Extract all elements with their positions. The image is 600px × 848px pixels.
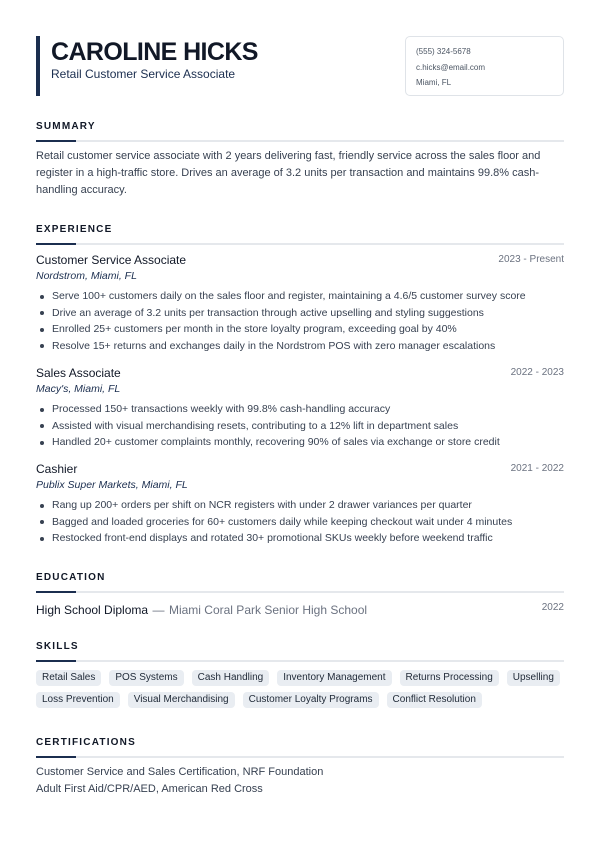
skill-tag: Retail Sales	[36, 670, 101, 686]
job-company: Publix Super Markets, Miami, FL	[36, 479, 188, 491]
job-bullet: Resolve 15+ returns and exchanges daily in the Nordstrom POS with zero manager escalations	[36, 338, 564, 355]
section-label: CERTIFICATIONS	[36, 737, 136, 748]
contact-box	[405, 36, 564, 96]
candidate-name: CAROLINE HICKS	[51, 38, 258, 66]
skill-tag: Visual Merchandising	[128, 692, 235, 708]
section-rule	[36, 756, 564, 758]
skill-tag: Conflict Resolution	[387, 692, 482, 708]
job-title: Cashier	[36, 462, 78, 476]
job-company: Macy's, Miami, FL	[36, 383, 121, 395]
education-separator: —	[152, 603, 165, 617]
job-dates: 2023 - Present	[498, 254, 564, 265]
summary-heading	[36, 121, 564, 132]
job-bullet: Handled 20+ customer complaints monthly, recovering 90% of sales via exchange or store credit	[36, 434, 564, 451]
contact-email: c.hicks@email.com	[416, 62, 486, 72]
job-bullet: Rang up 200+ orders per shift on NCR registers with under 2 drawer variances per quarter	[36, 497, 564, 514]
candidate-title: Retail Customer Service Associate	[51, 67, 236, 81]
section-rule-accent	[36, 591, 76, 593]
section-rule-accent	[36, 660, 76, 662]
skills-list	[36, 670, 564, 708]
skill-tag: Cash Handling	[192, 670, 270, 686]
section-rule	[36, 591, 564, 593]
section-rule	[36, 140, 564, 142]
job-dates: 2021 - 2022	[510, 463, 564, 474]
section-label: EXPERIENCE	[36, 224, 113, 235]
certifications-heading	[36, 737, 564, 748]
job-title: Sales Associate	[36, 366, 121, 380]
certification-item: Adult First Aid/CPR/AED, American Red Cross	[36, 783, 263, 795]
education-entry	[36, 601, 564, 617]
section-rule-accent	[36, 243, 76, 245]
section-rule-accent	[36, 140, 76, 142]
job-bullet: Serve 100+ customers daily on the sales floor and register, maintaining a 4.6/5 customer survey score	[36, 288, 564, 305]
job-bullet: Enrolled 25+ customers per month in the store loyalty program, exceeding goal by 40%	[36, 321, 564, 338]
job-bullet: Restocked front-end displays and rotated 30+ promotional SKUs weekly before weekend traffic	[36, 530, 564, 547]
skills-heading	[36, 641, 564, 652]
skill-tag: Customer Loyalty Programs	[243, 692, 379, 708]
education-heading	[36, 572, 564, 583]
job-company: Nordstrom, Miami, FL	[36, 270, 137, 282]
job-bullet: Assisted with visual merchandising resets, contributing to a 12% lift in department sales	[36, 418, 564, 435]
section-label: SUMMARY	[36, 121, 96, 132]
section-label: SKILLS	[36, 641, 79, 652]
job-dates: 2022 - 2023	[510, 367, 564, 378]
job-bullets	[36, 288, 564, 354]
job-bullet: Bagged and loaded groceries for 60+ customers daily while keeping checkout wait under 4 minutes	[36, 514, 564, 531]
skill-tag: Returns Processing	[400, 670, 499, 686]
job-bullet: Drive an average of 3.2 units per transaction through active upselling and styling suggestions	[36, 305, 564, 322]
experience-heading	[36, 224, 564, 235]
section-rule	[36, 243, 564, 245]
contact-location: Miami, FL	[416, 78, 452, 87]
summary-text: Retail customer service associate with 2 years delivering fast, friendly service across the sales floor and register in a high-traffic store. Drives an average of 3.2 units per transaction and maintains 99.8% cash-handling accuracy.	[36, 150, 541, 196]
education-school: Miami Coral Park Senior High School	[168, 603, 368, 617]
header-accent-bar	[36, 36, 40, 96]
certifications-list	[36, 764, 564, 798]
education-year: 2022	[541, 602, 564, 613]
job-title: Customer Service Associate	[36, 253, 187, 267]
skill-tag: Upselling	[507, 670, 560, 686]
section-rule-accent	[36, 756, 76, 758]
job-bullet: Processed 150+ transactions weekly with 99.8% cash-handling accuracy	[36, 401, 564, 418]
certification-item: Customer Service and Sales Certification, NRF Foundation	[36, 766, 324, 778]
section-label: EDUCATION	[36, 572, 106, 583]
job-bullets	[36, 401, 564, 451]
contact-phone: (555) 324-5678	[416, 47, 471, 56]
job-bullets	[36, 497, 564, 547]
skill-tag: POS Systems	[109, 670, 183, 686]
skill-tag: Loss Prevention	[36, 692, 120, 708]
section-rule	[36, 660, 564, 662]
education-degree: High School Diploma	[36, 603, 149, 617]
skill-tag: Inventory Management	[277, 670, 391, 686]
